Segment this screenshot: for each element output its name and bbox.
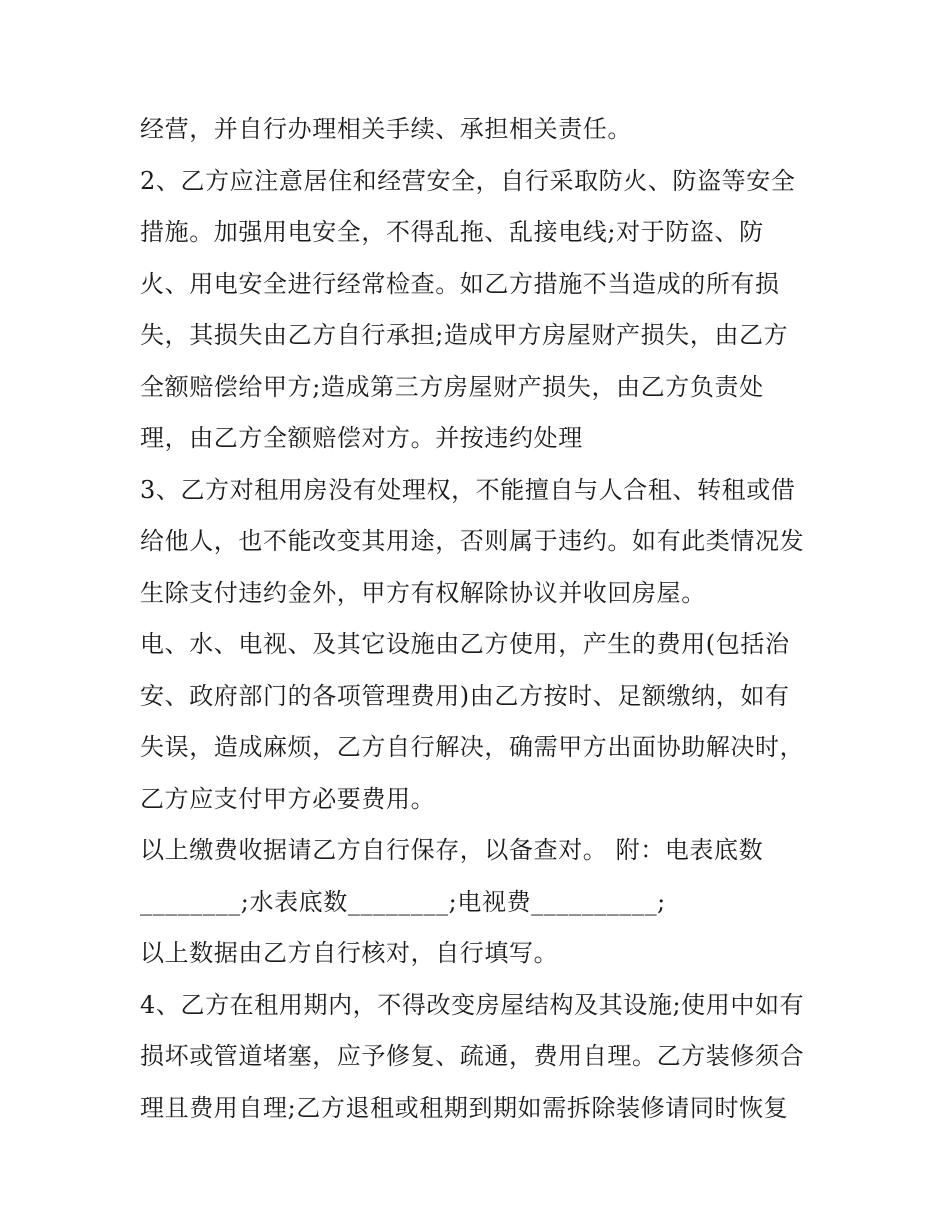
text-line-7: 理，由乙方全额赔偿对方。并按违约处理 [140,424,583,452]
text-line-17: 以上数据由乙方自行核对，自行填写。 [140,939,559,967]
text-line-19: 损坏或管道堵塞，应予修复、疏通，费用自理。乙方装修须合 [140,1042,805,1070]
text-line-4: 火、用电安全进行经常检查。如乙方措施不当造成的所有损 [140,269,780,298]
text-line-8: 3、乙方对租用房没有处理权，不能擅自与人合租、转租或借 [140,475,796,504]
text-line-9: 给他人，也不能改变其用途，否则属于违约。如有此类情况发 [140,527,805,555]
text-line-12: 安、政府部门的各项管理费用)由乙方按时、足额缴纳，如有 [140,681,790,710]
text-line-14: 乙方应支付甲方必要费用。 [140,784,436,813]
text-line-1: 经营，并自行办理相关手续、承担相关责任。 [140,115,632,143]
text-line-11: 电、水、电视、及其它设施由乙方使用，产生的费用(包括治 [140,630,790,658]
text-line-5: 失，其损失由乙方自行承担;造成甲方房屋财产损失，由乙方 [140,321,789,349]
contract-body-text [140,104,830,1134]
text-line-10: 生除支付违约金外，甲方有权解除协议并收回房屋。 [140,578,706,607]
text-line-2: 2、乙方应注意居住和经营安全，自行采取防火、防盗等安全 [140,166,796,195]
text-line-20: 理且费用自理;乙方退租或租期到期如需拆除装修请同时恢复 [140,1093,789,1122]
text-line-18: 4、乙方在租用期内，不得改变房屋结构及其设施;使用中如有 [140,990,805,1019]
text-line-15: 以上缴费收据请乙方自行保存，以备查对。 附：电表底数 [140,836,764,864]
text-line-16: ________;水表底数________;电视费__________; [140,887,666,916]
text-line-3: 措施。加强用电安全，不得乱拖、乱接电线;对于防盗、防 [140,218,764,246]
text-line-6: 全额赔偿给甲方;造成第三方房屋财产损失，由乙方负责处 [140,372,764,401]
text-line-13: 失误，造成麻烦，乙方自行解决，确需甲方出面协助解决时， [140,733,805,761]
